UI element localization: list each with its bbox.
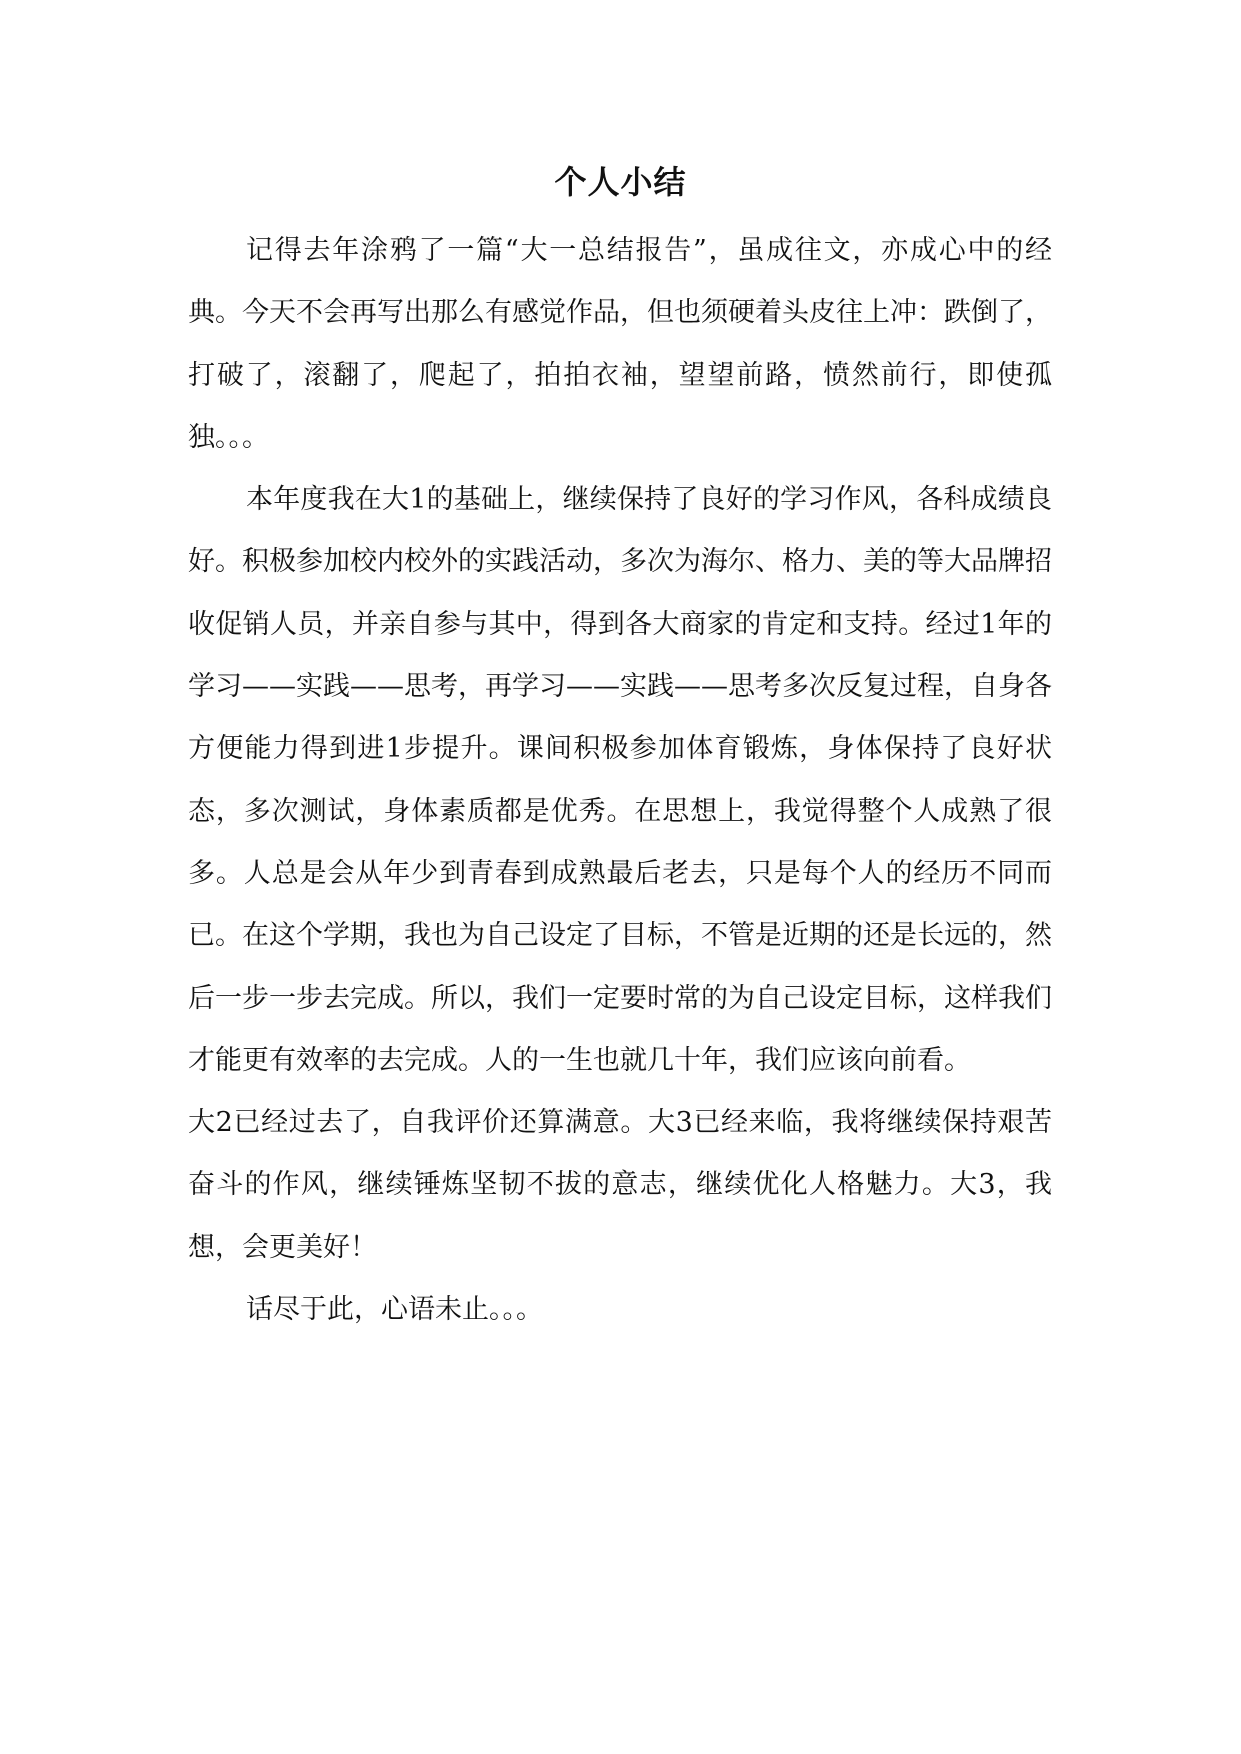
paragraph-1: 记得去年涂鸦了一篇“大一总结报告”，虽成往文，亦成心中的经典。今天不会再写出那么有感觉作品，但也须硬着头皮往上冲：跌倒了，打破了，滚翻了，爬起了，拍拍衣袖，望望前路，愤然前行，即使孤独。。。 [188, 235, 1052, 453]
paragraph-4: 话尽于此，心语未止。。。 [246, 1294, 543, 1326]
document-body [188, 220, 1052, 1341]
paragraph-2: 本年度我在大1的基础上，继续保持了良好的学习作风，各科成绩良好。积极参加校内校外的实践活动，多次为海尔、格力、美的等大品牌招收促销人员，并亲自参与其中，得到各大商家的肯定和支持。经过1年的学习——实践——思考，再学习——实践——思考多次反复过程，自身各方便能力得到进1步提升。课间积极参加体育锻炼，身体保持了良好状态，多次测试，身体素质都是优秀。在思想上，我觉得整个人成熟了很多。人总是会从年少到青春到成熟最后老去，只是每个人的经历不同而已。在这个学期，我也为自己设定了目标，不管是近期的还是长远的，然后一步一步去完成。所以，我们一定要时常的为自己设定目标，这样我们才能更有效率的去完成。人的一生也就几十年，我们应该向前看。 [188, 484, 1052, 1076]
document-title: 个人小结 [554, 163, 687, 201]
paragraph-3: 大2已经过去了，自我评价还算满意。大3已经来临，我将继续保持艰苦奋斗的作风，继续锤炼坚韧不拔的意志，继续优化人格魅力。大3，我想，会更美好！ [188, 1107, 1052, 1263]
